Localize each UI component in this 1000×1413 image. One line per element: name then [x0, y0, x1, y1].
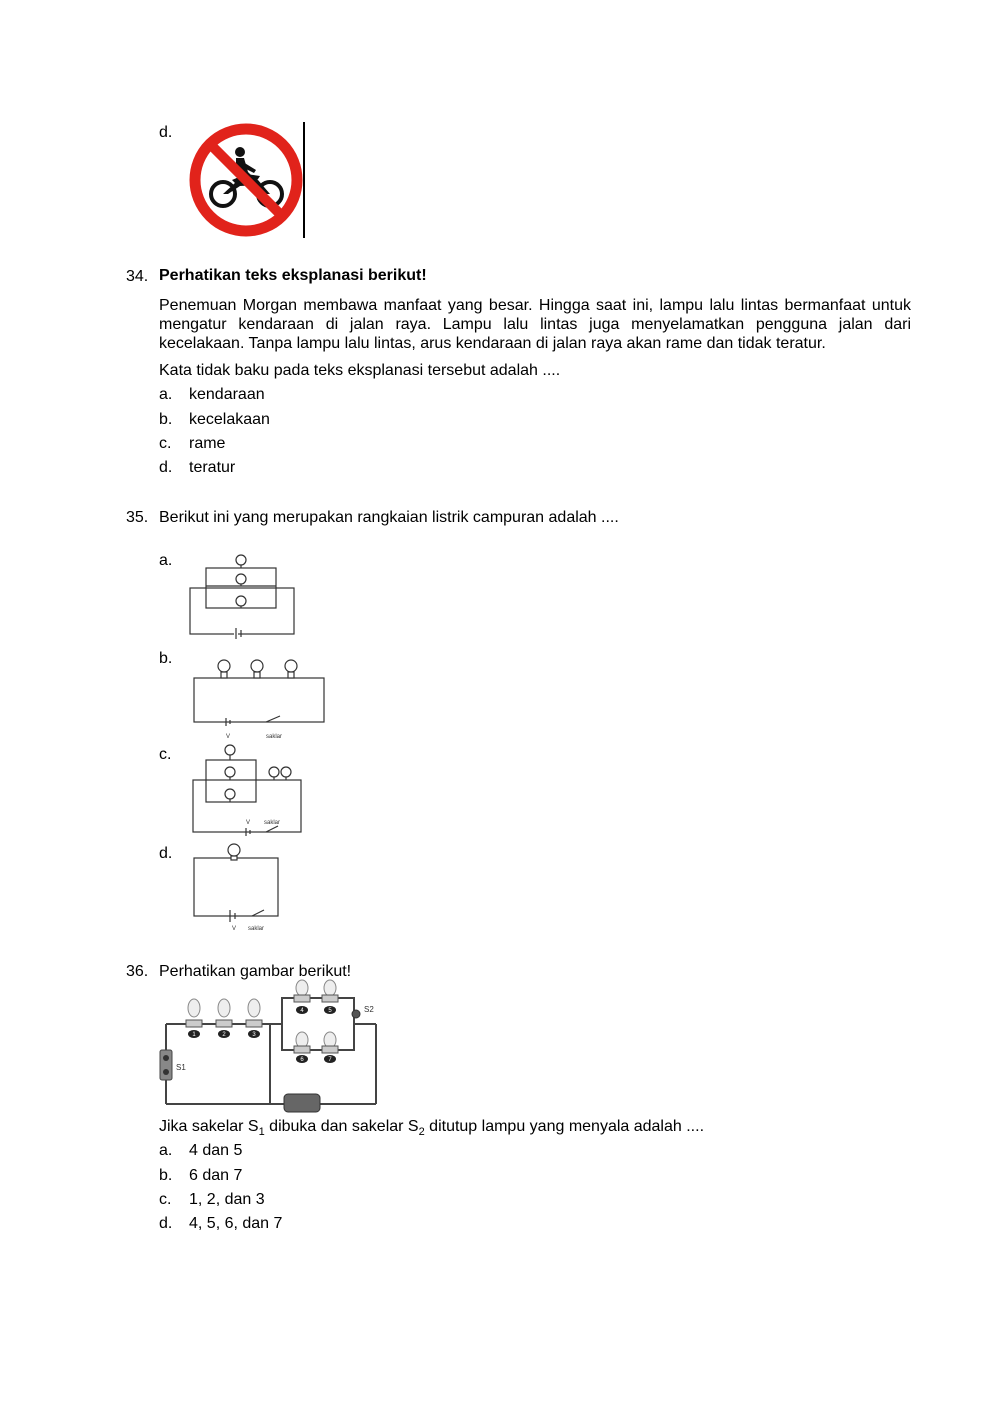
q36-subscript: 2: [418, 1126, 425, 1139]
q36-heading: Perhatikan gambar berikut!: [159, 963, 352, 980]
circuit-diagram-d: [186, 840, 284, 932]
q35-number: 35.: [126, 509, 149, 526]
voltage-label: V: [246, 820, 251, 826]
q36-number: 36.: [126, 963, 149, 980]
option-letter: a.: [159, 1142, 173, 1159]
option-text: kendaraan: [189, 386, 265, 403]
switch-label: saklar: [266, 734, 283, 740]
q36-question: [159, 1117, 704, 1142]
switch-label: saklar: [248, 926, 265, 932]
option-text: 4, 5, 6, dan 7: [189, 1215, 283, 1232]
q36-question-part: Jika sakelar S: [159, 1118, 259, 1135]
option-letter: d.: [159, 459, 173, 476]
bulb-number: 1: [192, 1032, 196, 1038]
option-letter: c.: [159, 435, 172, 452]
bulb-number: 5: [328, 1008, 332, 1014]
q36-option-d[interactable]: [159, 1214, 282, 1234]
q35-option-d-letter[interactable]: d.: [159, 845, 173, 862]
option-text: teratur: [189, 459, 236, 476]
q34-option-c[interactable]: [159, 434, 225, 454]
switch-s2-label: S2: [364, 1005, 374, 1014]
q36-question-part: ditutup lampu yang menyala adalah ....: [424, 1118, 705, 1135]
no-motorcycle-sign-icon: [186, 122, 308, 240]
bulb-number: 4: [300, 1008, 304, 1014]
option-letter: d.: [159, 1215, 173, 1232]
q35-option-b-letter[interactable]: b.: [159, 650, 173, 667]
q36-option-c[interactable]: [159, 1190, 265, 1210]
circuit-diagram-c: [186, 740, 304, 836]
option-letter: a.: [159, 386, 173, 403]
bulb-number: 6: [300, 1057, 304, 1063]
q34-number: 34.: [126, 268, 149, 285]
voltage-label: V: [232, 926, 237, 932]
circuit-diagram-b: [186, 652, 328, 742]
switch-s1-label: S1: [176, 1063, 186, 1072]
q36-subscript: 1: [258, 1126, 265, 1139]
circuit-diagram-a: [186, 552, 298, 642]
q36-question-part: dibuka dan sakelar S: [264, 1118, 419, 1135]
circuit-photo-q36: [158, 982, 384, 1112]
option-letter: b.: [159, 1167, 173, 1184]
q33-option-d-letter: d.: [159, 124, 173, 141]
voltage-label: V: [226, 734, 231, 740]
q36-option-a[interactable]: [159, 1141, 242, 1161]
option-text: kecelakaan: [189, 411, 270, 428]
bulb-number: 3: [252, 1032, 256, 1038]
q34-heading: Perhatikan teks eksplanasi berikut!: [159, 267, 427, 284]
option-letter: b.: [159, 411, 173, 428]
switch-label: saklar: [264, 820, 281, 826]
q34-option-d[interactable]: [159, 458, 235, 478]
q34-option-b[interactable]: [159, 410, 270, 430]
q36-option-b[interactable]: [159, 1166, 242, 1186]
option-text: 6 dan 7: [189, 1167, 243, 1184]
q34-option-a[interactable]: [159, 385, 265, 405]
q35-option-c-letter[interactable]: c.: [159, 746, 172, 763]
option-text: 4 dan 5: [189, 1142, 243, 1159]
option-text: rame: [189, 435, 226, 452]
q35-option-a-letter[interactable]: a.: [159, 552, 173, 569]
bulb-number: 2: [222, 1032, 226, 1038]
q35-question: Berikut ini yang merupakan rangkaian listrik campuran adalah ....: [159, 509, 619, 526]
q34-question: Kata tidak baku pada teks eksplanasi tersebut adalah ....: [159, 362, 561, 379]
option-letter: c.: [159, 1191, 172, 1208]
q34-paragraph: Penemuan Morgan membawa manfaat yang besar. Hingga saat ini, lampu lalu lintas bermanfaat untuk mengatur kendaraan di jalan raya. Lampu lalu lintas juga menyelamatkan pengguna jalan dari kecelakaan. Tanpa lampu lalu lintas, arus kendaraan di jalan raya akan rame dan tidak teratur.: [159, 297, 911, 352]
option-text: 1, 2, dan 3: [189, 1191, 265, 1208]
bulb-number: 7: [328, 1057, 332, 1063]
